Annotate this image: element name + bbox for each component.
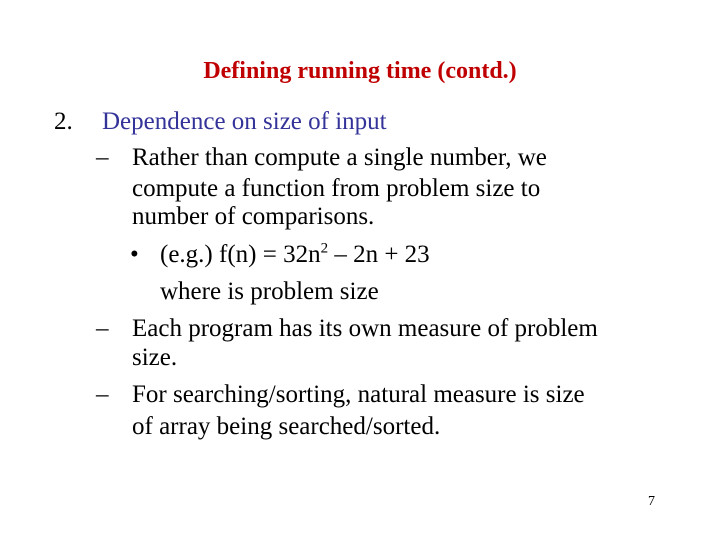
example-formula xyxy=(160,240,430,270)
sub2-line1: Each program has its own measure of problem xyxy=(132,315,598,342)
formula-exponent: 2 xyxy=(320,240,329,257)
formula-suffix: – 2n + 23 xyxy=(328,241,430,268)
dash-marker: – xyxy=(96,144,109,171)
sub1-line2: compute a function from problem size to xyxy=(132,175,541,202)
bullet-marker: • xyxy=(130,241,139,268)
sub1-line1: Rather than compute a single number, we xyxy=(132,144,547,171)
page-number: 7 xyxy=(648,494,655,509)
formula-prefix: (e.g.) f(n) = 32n xyxy=(160,241,321,268)
dash-marker: – xyxy=(96,381,109,408)
slide-title: Defining running time (contd.) xyxy=(203,58,517,84)
sub3-line1: For searching/sorting, natural measure is size xyxy=(132,381,585,408)
sub1-line3: number of comparisons. xyxy=(132,203,375,230)
example-note: where is problem size xyxy=(160,278,379,305)
dash-marker: – xyxy=(96,315,109,342)
item-number: 2. xyxy=(54,108,73,135)
sub3-line2: of array being searched/sorted. xyxy=(132,413,441,440)
item-heading: Dependence on size of input xyxy=(102,108,387,135)
sub2-line2: size. xyxy=(132,344,178,371)
